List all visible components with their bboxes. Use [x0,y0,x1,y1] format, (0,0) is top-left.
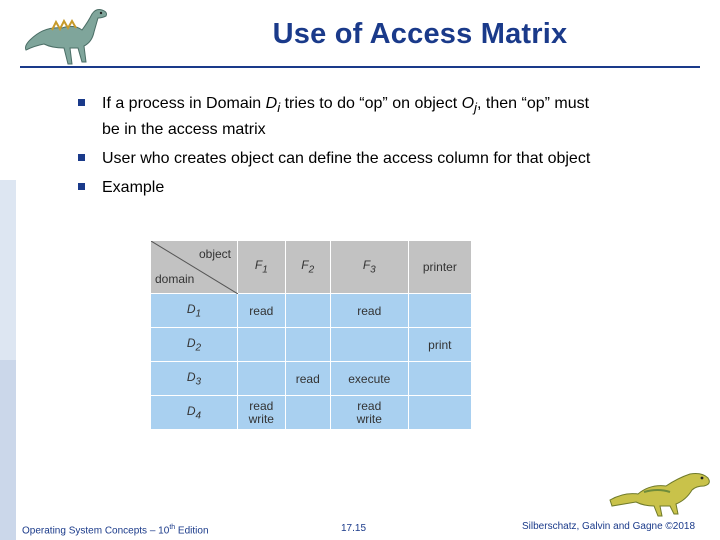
row-header: $D_1$ [151,294,238,328]
footer-copyright: Silberschatz, Galvin and Gagne ©2018 [522,521,696,532]
matrix-row [151,362,472,396]
left-sidebar-band [0,0,16,540]
matrix-cell [408,396,471,430]
dinosaur-icon [608,466,716,518]
footer-book-title: Operating System Concepts – 10th Edition [22,524,209,537]
bullet-item: If a process in Domain $D_i$ tries to do “op” on object $O_j$, then “op” must be in the access matrix [78,93,598,141]
matrix-cell: read [238,294,286,328]
slide-title: Use of Access Matrix [272,18,568,50]
corner-domain-label: domain [155,272,195,286]
column-header: $F_2$ [285,241,330,294]
row-header: $D_2$ [151,328,238,362]
matrix-cell: read [285,362,330,396]
bullet-marker-icon [78,99,85,106]
matrix-cell [238,328,286,362]
matrix-corner-cell [151,241,238,294]
title-divider [20,66,700,68]
matrix-cell [330,328,408,362]
matrix-cell [285,328,330,362]
matrix-cell: read write [238,396,286,430]
matrix-row [151,328,472,362]
matrix-header-row [151,241,472,294]
bullet-item: Example [78,177,598,199]
matrix-cell: read [330,294,408,328]
row-header: $D_4$ [151,396,238,430]
bullet-marker-icon [78,154,85,161]
column-header: $F_1$ [238,241,286,294]
row-header: $D_3$ [151,362,238,396]
matrix-cell [285,396,330,430]
matrix-cell [408,362,471,396]
corner-object-label: object [198,247,231,261]
matrix-cell [408,294,471,328]
bullet-list [78,93,598,206]
matrix-cell [285,294,330,328]
column-header: $F_3$ [330,241,408,294]
access-matrix-table [150,240,472,430]
matrix-row [151,396,472,430]
column-header: printer [408,241,471,294]
matrix-cell [238,362,286,396]
matrix-row [151,294,472,328]
matrix-cell: read write [330,396,408,430]
dinosaur-icon [22,4,114,70]
bullet-item: User who creates object can define the access column for that object [78,148,598,170]
matrix-cell: print [408,328,471,362]
bullet-marker-icon [78,183,85,190]
footer-page-number: 17.15 [341,523,367,534]
matrix-cell: execute [330,362,408,396]
